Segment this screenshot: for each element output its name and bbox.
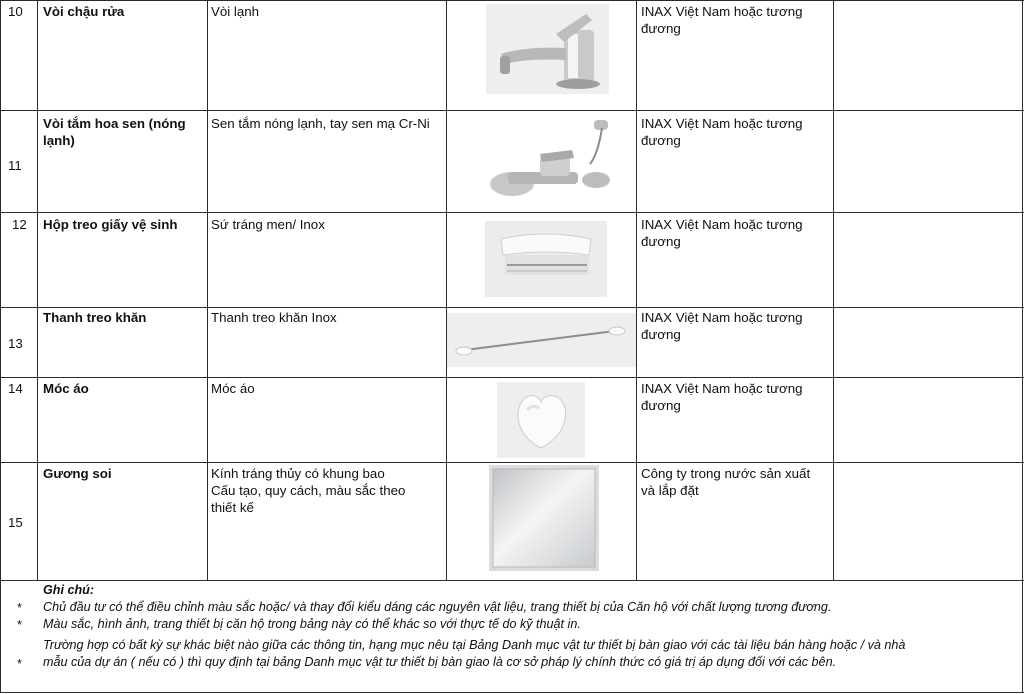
- robe-hook-icon: [497, 382, 585, 458]
- item-name: Gương soi: [43, 466, 112, 481]
- brand-text: INAX Việt Nam hoặc tương đương: [641, 4, 803, 36]
- basin-faucet-icon: [486, 4, 609, 94]
- item-name: Vòi tắm hoa sen (nóng lạnh): [43, 116, 186, 148]
- brand-line: Công ty trong nước sản xuất: [641, 466, 811, 481]
- item-spec: [211, 465, 443, 516]
- row-number: 10: [8, 4, 23, 19]
- brand-text: INAX Việt Nam hoặc tương đương: [641, 217, 803, 249]
- brand-line: và lắp đặt: [641, 483, 699, 498]
- towel-bar-icon: [447, 313, 636, 367]
- note-text: Trường hợp có bất kỳ sự khác biệt nào giữa các thông tin, hạng mục nêu tại Bảng Danh mục vật tư thiết bị bàn giao với các tài liệu bán hàng hoặc / và nhà: [43, 638, 906, 652]
- brand-text: INAX Việt Nam hoặc tương đương: [641, 310, 803, 342]
- note-bullet: *: [17, 618, 22, 632]
- item-name: Vòi chậu rửa: [43, 4, 125, 19]
- brand-text: INAX Việt Nam hoặc tương đương: [641, 116, 803, 148]
- note-bullet: *: [17, 657, 22, 671]
- note-text: Chủ đầu tư có thể điều chỉnh màu sắc hoặc/ và thay đổi kiểu dáng các nguyên vật liệu, trang thiết bị của Căn hộ với chất lượng tương đương.: [43, 600, 832, 614]
- note-bullet: *: [17, 601, 22, 615]
- item-spec: Sen tắm nóng lạnh, tay sen mạ Cr-Ni: [211, 116, 430, 131]
- row-number: 15: [8, 515, 23, 530]
- item-name: Hộp treo giấy vệ sinh: [43, 217, 178, 232]
- item-spec: Thanh treo khăn Inox: [211, 310, 337, 325]
- item-name: Thanh treo khăn: [43, 310, 147, 325]
- spec-line: Kính tráng thủy có khung bao: [211, 466, 385, 481]
- row-number: 11: [8, 158, 22, 173]
- brand-text: INAX Việt Nam hoặc tương đương: [641, 381, 803, 413]
- paper-holder-icon: [485, 221, 607, 297]
- note-text: mẫu của dự án ( nếu có ) thì quy định tại bảng Danh mục vật tư thiết bị bàn giao là cơ sở pháp lý chính thức có giá trị áp dụng đối với các bên.: [43, 655, 837, 669]
- mirror-icon: [489, 465, 599, 571]
- spec-line: Cấu tạo, quy cách, màu sắc theo: [211, 483, 406, 498]
- row-number: 13: [8, 336, 23, 351]
- notes-title: Ghi chú:: [43, 583, 95, 597]
- item-spec: Vòi lạnh: [211, 4, 260, 19]
- item-spec: Móc áo: [211, 381, 255, 396]
- item-name: Móc áo: [43, 381, 89, 396]
- note-text: Màu sắc, hình ảnh, trang thiết bị căn hộ trong bảng này có thể khác so với thực tế do kỹ thuật in.: [43, 617, 581, 631]
- row-number: 12: [12, 217, 27, 232]
- spec-line: thiết kế: [211, 500, 254, 515]
- shower-mixer-icon: [478, 114, 618, 202]
- row-number: 14: [8, 381, 23, 396]
- brand-text: [641, 465, 831, 499]
- item-spec: Sứ tráng men/ Inox: [211, 217, 325, 232]
